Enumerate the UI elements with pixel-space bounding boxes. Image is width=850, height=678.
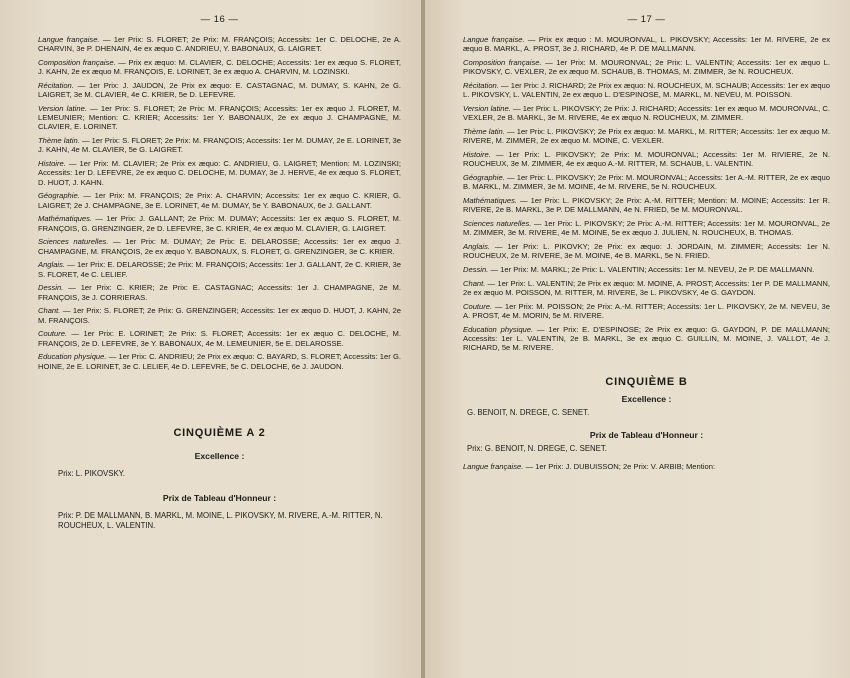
prize-entry [38,104,401,132]
prize-entry [463,325,830,353]
honneur-text: Prix: P. DE MALLMANN, B. MARKL, M. MOINE, L. PIKOVSKY, M. RIVERE, A.-M. RITTER, N. ROUCHEUX, L. VALENTIN. [58,510,383,530]
subject-label: Langue française. [463,35,525,44]
prize-text: — 1er Prix: M. POISSON; 2e Prix: A.-M. RITTER; Accessits: 1er L. PIKOVSKY, 2e M. NEVEU, 3e A. PROST, 4e M. MORIN, 5e M. RIVERE. [463,301,830,320]
prize-entry [463,265,830,274]
prize-entry [463,462,830,471]
subject-label: Géographie. [38,191,80,201]
subject-label: Géographie. [463,173,505,182]
subject-label: Langue française. [463,462,524,472]
subject-label: Composition française. [463,58,542,67]
prize-text: — 1er Prix: E. D'ESPINOSE; 2e Prix ex æquo: G. GAYDON, P. DE MALLMANN; Accessits: 1er L. VALENTIN, 2e B. MARKL, 3e ex æquo C. GUILLIN, M. MOINE, J. VALLOT, 4e J. RICHARD, 5e M. RIVERE. [463,324,830,353]
prize-entry [38,283,401,301]
subject-label: Chant. [463,278,486,288]
prize-text: — 1er Prix: S. FLORET; 2e Prix: M. FRANÇOIS; Accessits: 1er ex æquo J. FLORET, M. LEMEUNIER; Mention: C. KRIER; Accessits: 1er Y. BABONAUX, 2e ex æquo J. CHAMPAGNE, M. CLAVIER, E. LORINET. [38,104,401,132]
excellence-text: G. BENOIT, N. DREGE, C. SENET. [467,408,590,418]
prize-list [463,35,830,352]
subject-label: Sciences naturelles. [463,219,532,228]
prize-entry [38,214,401,232]
page-number: — 16 — [200,14,239,25]
prize-entry [463,279,830,297]
subject-label: Récitation. [463,81,499,90]
subject-label: Thème latin. [463,127,505,136]
subject-label: Couture. [38,329,68,339]
prize-text: — 1er Prix: L. PIKOVKY; 2e Prix: ex æquo: J. JORDAIN, M. ZIMMER; Accessits: 1er N. ROUCHEUX, 2e M. RIVERE, 3e M. MOINE, 4e B. MARKL, 5e N. FRIED. [463,242,830,261]
excellence-heading: Excellence : [194,450,245,461]
honneur-heading: Prix de Tableau d'Honneur : [589,430,704,441]
prize-entry [463,35,830,53]
prize-text: — Prix ex æquo : M. MOURONVAL, L. PIKOVSKY; Accessits: 1er M. RIVERE, 2e ex æquo B. MARKL, A. PROST, 3e J. RICHARD, 4e P. DE MALLMANN. [463,35,831,54]
prize-text: — 1er Prix: E. DELAROSSE; 2e Prix: M. FRANÇOIS; Accessits: 1er J. GALLANT, 2e C. KRIER, 3e S. FLORET, 4e C. LELIEF. [38,260,401,279]
prize-entry [38,260,401,278]
prize-text: — 1er Prix: J. RICHARD; 2e Prix ex æquo: N. ROUCHEUX, M. SCHAUB; Accessits: 1er ex æquo L. PIKOVSKY, L. VALENTIN, 2e ex æquo L. D'ESPINOSE, M. MARKL, M. NEVEU, M. POISSON. [463,81,830,100]
prize-text: — 1er Prix: E. LORINET; 2e Prix: S. FLORET; Accessits: 1er ex æquo C. DELOCHE, M. FRANÇOIS, 2e D. LEFEVRE, 3e Y. BABONAUX, 4e M. LEMEUNIER, 5e E. DELAROSSE. [38,329,401,348]
subject-label: Thème latin. [38,136,80,146]
prize-text: — 1er Prix: J. DUBUISSON; 2e Prix: V. ARBIB; Mention: [523,462,716,472]
prize-entry [463,58,830,76]
excellence-heading: Excellence : [621,394,672,405]
prize-entry [38,352,401,370]
subject-label: Mathématiques. [463,196,518,205]
prize-text: — 1er Prix: M. DUMAY; 2e Prix: E. DELAROSSE; Accessits: 1er ex æquo J. CHAMPAGNE, M. FRANÇOIS, 2e ex æquo Y. BABONAUX, S. FLORET, G. GRENZINGER, 3e C. KRIER. [38,237,401,256]
section-title: CINQUIÈME B [605,376,688,389]
prize-text: — 1er Prix: S. FLORET; 2e Prix: G. GRENZINGER; Accessits: 1er ex æquo D. HUOT, J. KAHN, 2e M. FRANÇOIS. [38,306,401,325]
excellence-text: Prix: L. PIKOVSKY. [58,468,126,478]
subject-label: Langue française. [38,35,100,44]
prize-entry [463,173,830,191]
prize-entry [38,136,401,154]
prize-entry [38,306,401,324]
page-number: — 17 — [627,14,666,25]
subject-label: Dessin. [38,283,64,293]
prize-text: — 1er Prix: C. ANDRIEU; 2e Prix ex æquo: C. BAYARD, S. FLORET; Accessits: 1er G. HOINE, 2e E. LORINET, 3e C. LELIEF, 4e D. LEFEVRE, 5e C. DELOCHE, 6e J. JAUDON. [38,352,401,371]
subject-label: Couture. [463,301,493,311]
prize-entry [38,58,401,76]
prize-text: — 1er Prix: J. JAUDON, 2e Prix ex æquo: E. CASTAGNAC, M. DUMAY, S. KAHN, 2e G. LAIGRET, 3e M. CLAVIER, 4e C. KRIER, 5e D. LEFEVRE. [38,81,401,100]
prize-text: — 1er Prix: L. PIKOVSKY; 2e Prix: M. MOURONVAL; Accessits: 1er M. RIVIERE, 2e N. ROUCHEUX, 3e M. ZIMMER, 4e ex æquo A.-M. RITTER, M. SCHAUB, L. VALENTIN. [463,150,830,169]
subject-label: Chant. [38,306,61,316]
prize-text: — 1er Prix: S. FLORET; 2e Prix: M. FRANÇOIS; Accessits: 1er M. DUMAY, 2e E. LORINET, 3e J. KAHN, 4e M. CLAVIER, 5e G. LAIGRET. [38,136,401,155]
prize-text: — 1er Prix: M. MARKL; 2e Prix: L. VALENTIN; Accessits: 1er M. NEVEU, 2e P. DE MALLMANN. [488,265,815,274]
prize-text: — 1er Prix: L. PIKOVSKY; 2e Prix: A.-M. RITTER; Mention: M. MOINE; Accessits: 1er R. RIVERE, 2e B. MARKL, 3e P. DE MALLMANN, 4e N. FRIED, 5e M. MOURONVAL. [463,196,830,215]
subject-label: Récitation. [38,81,74,90]
left-page [0,0,423,678]
prize-entry [38,237,401,255]
prize-text: — 1er Prix: L. PIKOVSKY; 2e Prix: M. MOURONVAL; Accessits: 1er A.-M. RITTER, 2e ex æquo B. MARKL, M. ZIMMER, 3e M. MOINE, 4e M. RIVERE, 5e N. ROUCHEUX. [463,173,830,192]
prize-entry [463,81,830,99]
subject-label: Anglais. [38,260,66,270]
prize-text: — 1er Prix: L. PIKOVSKY; 2e Prix: A.-M. RITTER; Accessits: 1er M. MOURONVAL, 2e M. ZIMMER, 3e M. RIVERE, 4e M. MOINE, 5e ex æquo J. JULIEN, N. ROUCHEUX, B. THOMAS. [463,219,830,238]
subject-label: Version latine. [38,104,87,113]
subject-label: Sciences naturelles. [38,237,109,247]
prize-text: — 1er Prix: S. FLORET; 2e Prix: M. FRANÇOIS; Accessits: 1er C. DELOCHE, 2e A. CHARVIN, 3e P. DHENAIN, 4e ex æquo C. ANDRIEU, Y. BABONAUX, G. LAIGRET. [38,35,401,54]
prize-list [38,35,401,371]
subject-label: Histoire. [463,150,491,159]
prize-entry [463,242,830,260]
prize-entry [38,159,401,187]
prize-text: — 1er Prix: M. CLAVIER; 2e Prix ex æquo: C. ANDRIEU, G. LAIGRET; Mention: M. LOZINSKI; Accessits: 1er D. LEFEVRE, 2e ex æquo C. DELOCHE, M. DUMAY, 3e J. HERVE, 4e ex æquo S. FLORET, D. HUOT, J. KAHN. [38,159,401,187]
subject-label: Anglais. [463,242,491,251]
prize-entry [463,219,830,237]
prize-entry [463,104,830,122]
prize-text: — 1er Prix: C. KRIER; 2e Prix: E. CASTAGNAC; Accessits: 1er J. CHAMPAGNE, 2e M. FRANÇOIS, 3e J. CORRIERAS. [38,283,401,302]
subject-label: Dessin. [463,265,489,274]
prize-entry [38,329,401,347]
prize-entry [463,150,830,168]
prize-text: — 1er Prix: J. GALLANT; 2e Prix: M. DUMAY; Accessits: 1er ex æquo S. FLORET, M. FRANÇOIS, G. GRENZINGER, 2e D. LEFEVRE, 3e C. KRIER, 4e ex æquo M. CLAVIER, G. LAIGRET. [38,214,401,233]
subject-label: Version latine. [463,104,511,113]
page-gutter [421,0,425,678]
prize-entry [38,81,401,99]
honneur-text: Prix: G. BENOIT, N. DREGE, C. SENET. [467,444,607,454]
right-page [423,0,850,678]
prize-text: — Prix ex æquo: M. CLAVIER, C. DELOCHE; Accessits: 1er ex æquo S. FLORET, J. KAHN, 2e ex æquo M. FRANÇOIS, E. LORINET, 3e ex æquo A. CHARVIN, M. LOZINSKI. [38,58,401,77]
subject-label: Composition française. [38,58,116,67]
prize-entry [38,35,401,53]
prize-text: — 1er Prix: L. PIKOVSKY; 2e Prix ex æquo: M. MARKL, M. RITTER; Accessits: 1er ex æquo M. RIVERE, M. ZIMMER, 2e ex æquo M. MOINE, C. VEXLER. [463,127,830,146]
prize-entry [463,127,830,145]
prize-entry [463,302,830,320]
prize-text: — 1er Prix: M. MOURONVAL; 2e Prix: L. VALENTIN; Accessits: 1er ex æquo L. PIKOVSKY, C. VEXLER, 2e ex æquo M. SCHAUB, B. THOMAS, M. ZIMMER, 3e N. ROUCHEUX. [463,58,830,77]
subject-label: Education physique. [38,352,107,362]
section-title: CINQUIÈME A 2 [173,426,266,439]
subject-label: Education physique. [463,324,534,334]
prize-text: — 1er Prix: L. VALENTIN; 2e Prix ex æquo: M. MOINE, A. PROST; Accessits: 1er P. DE MALLMANN, 2e ex æquo M. POISSON, M. RITTER, M. RIVERE, 3e L. PIKOVSKY, 4e G. GAYDON. [463,278,830,297]
prize-text: — 1er Prix: L. PIKOVSKY; 2e Prix: J. RICHARD; Accessits: 1er ex æquo M. MOURONVAL, C. VEXLER, 2e B. MARKL, 3e M. RIVERE, 4e ex æquo N. ROUCHEUX, M. ZIMMER. [463,104,830,123]
prize-entry [38,191,401,209]
honneur-heading: Prix de Tableau d'Honneur : [162,492,277,503]
subject-label: Histoire. [38,159,66,169]
prize-text: — 1er Prix: M. FRANÇOIS; 2e Prix: A. CHARVIN; Accessits: 1er ex æquo C. KRIER, G. LAIGRET; 2e J. CHAMPAGNE, 3e E. LORINET, 4e M. DUMAY, 5e Y. BABONAUX, 6e J. GALLANT. [38,191,401,210]
subject-label: Mathématiques. [38,214,93,224]
prize-entry [463,196,830,214]
